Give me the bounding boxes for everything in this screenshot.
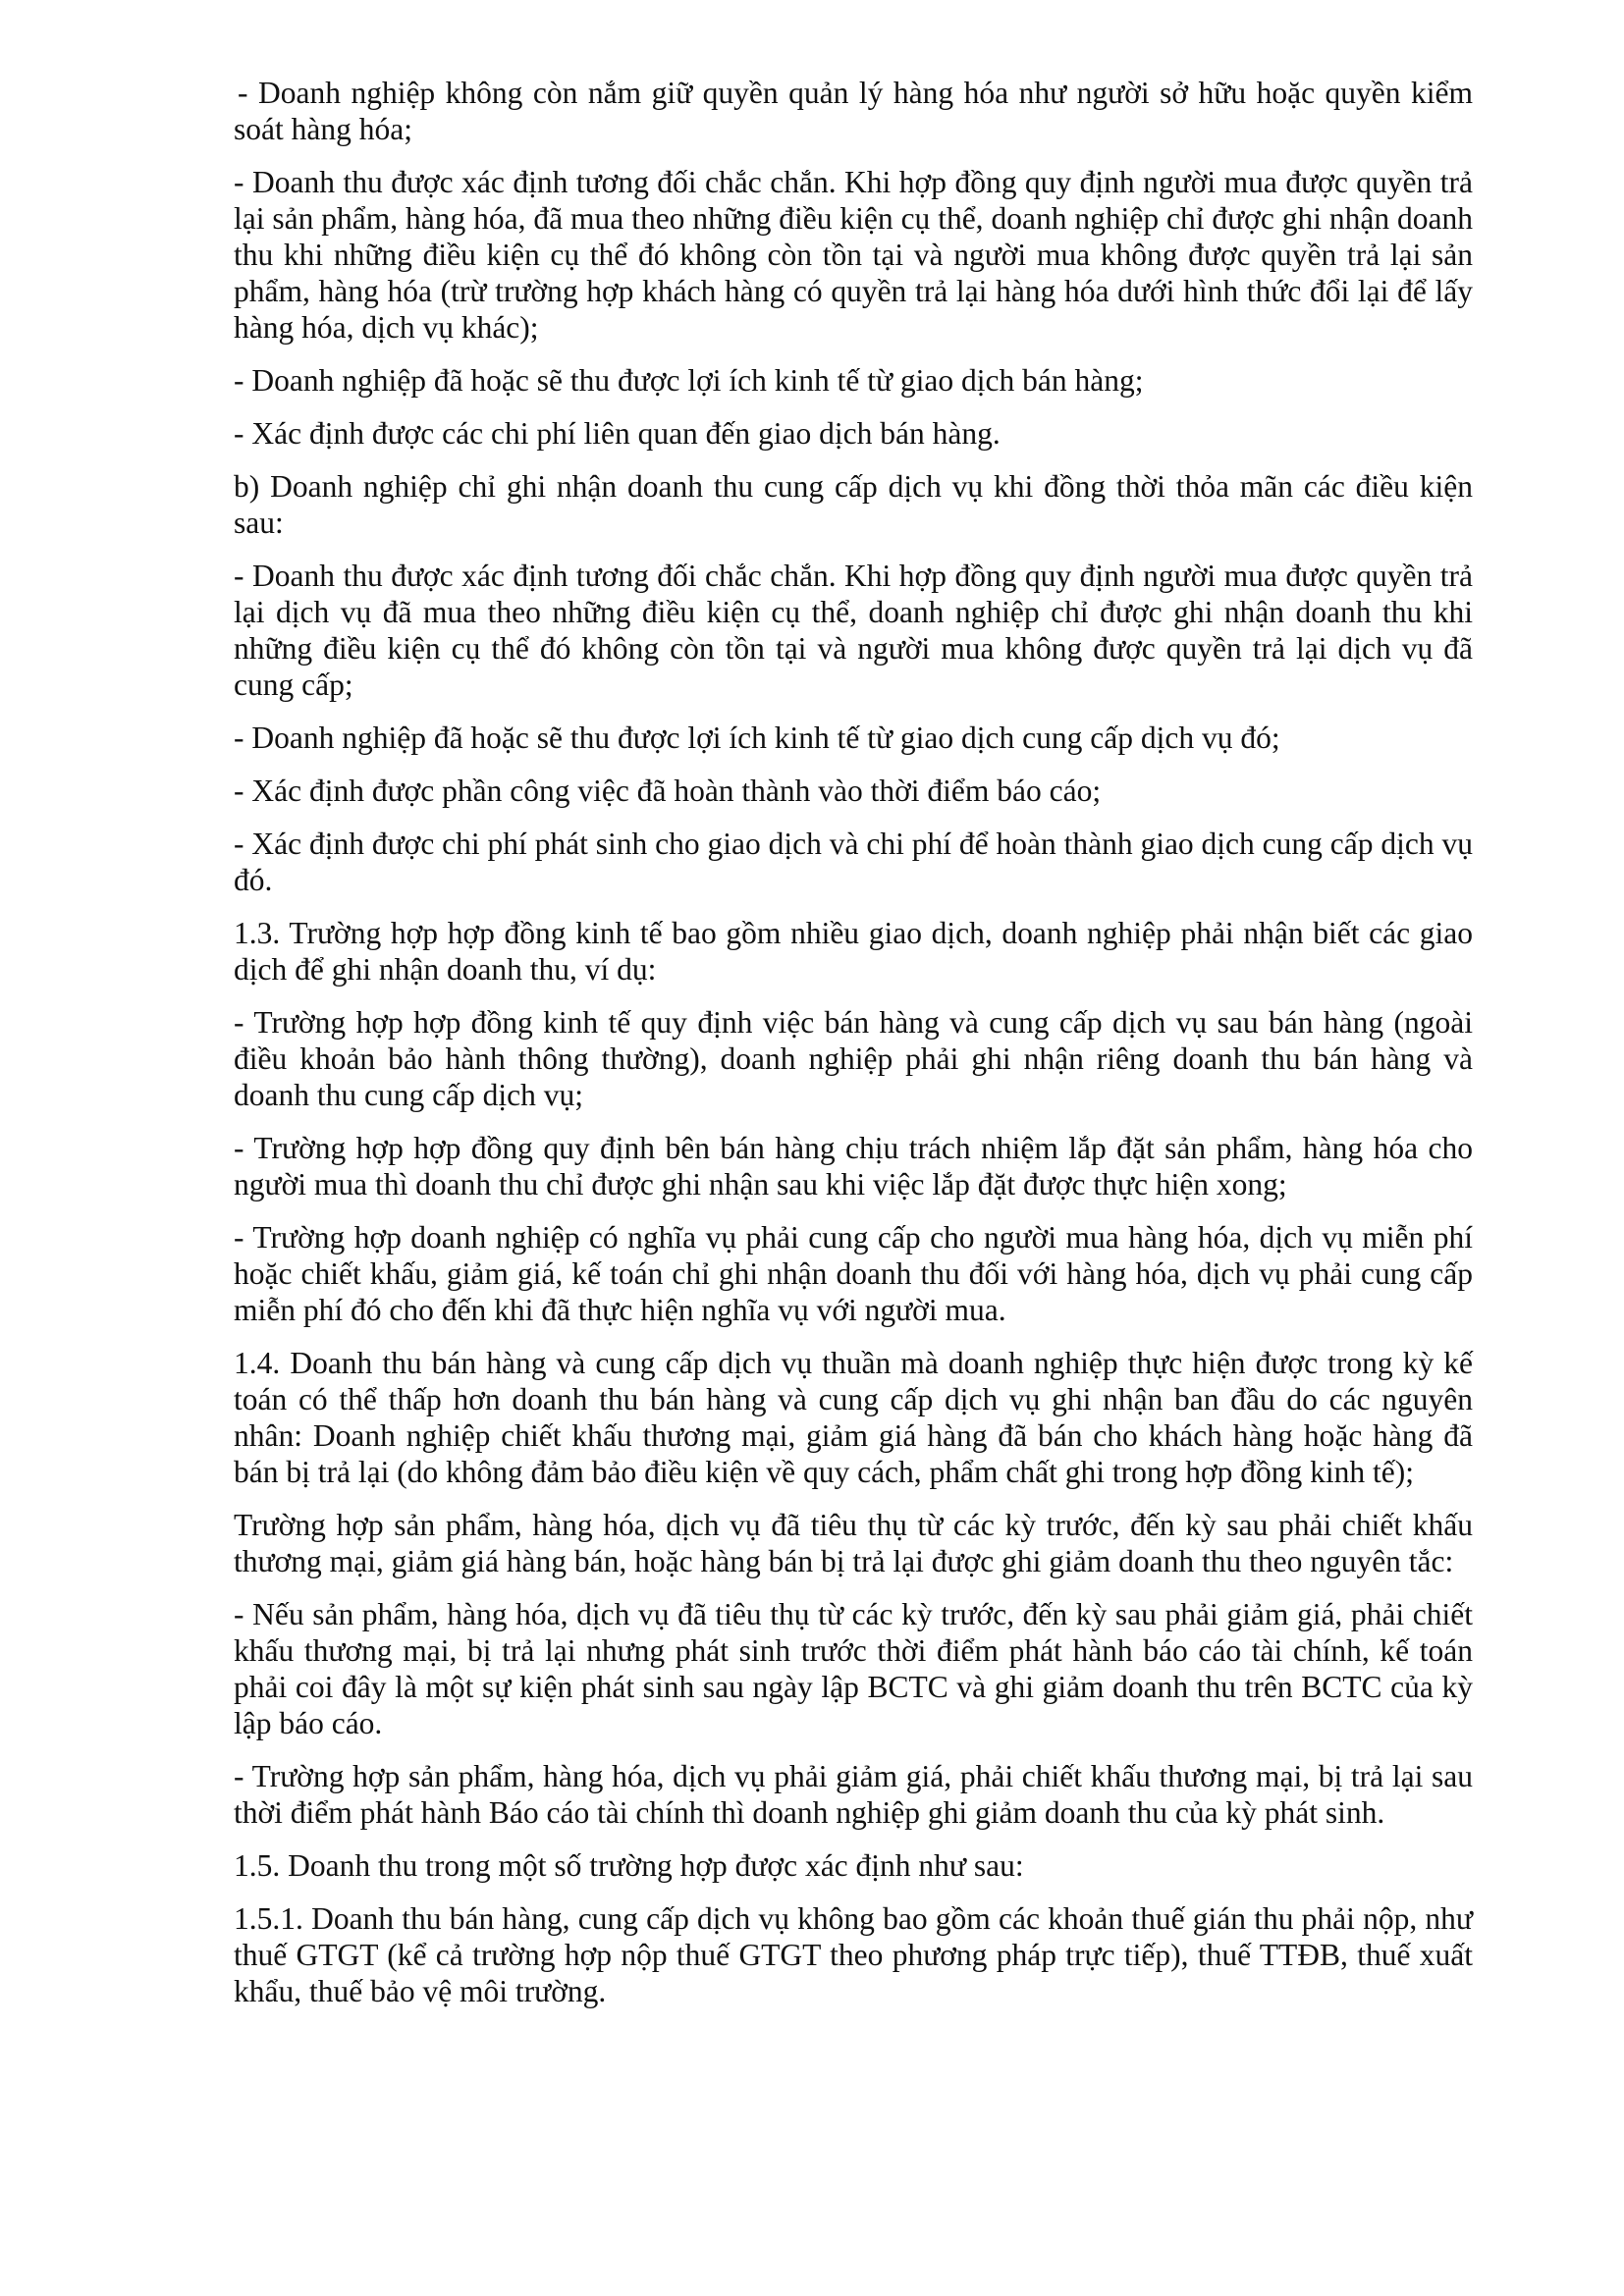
paragraph-service-revenue-conditions: b) Doanh nghiệp chỉ ghi nhận doanh thu cung cấp dịch vụ khi đồng thời thỏa mãn các điều kiện sau: [234,469,1473,540]
paragraph-sales-costs: - Xác định được các chi phí liên quan đến giao dịch bán hàng. [234,416,1001,451]
paragraph-before-report-issue: - Nếu sản phẩm, hàng hóa, dịch vụ đã tiêu thụ từ các kỳ trước, đến kỳ sau phải giảm giá, phải chiết khấu thương mại, bị trả lại nhưng phát sinh trước thời điểm phát hành báo cáo tài chính, kế toán phải coi đây là một sự kiện phát sinh sau ngày lập BCTC và ghi giảm doanh thu trên BCTC của kỳ lập báo cáo. [234,1597,1473,1740]
paragraph-prior-period-sales: Trường hợp sản phẩm, hàng hóa, dịch vụ đã tiêu thụ từ các kỳ trước, đến kỳ sau phải chiết khấu thương mại, giảm giá hàng bán, hoặc hàng bán bị trả lại được ghi giảm doanh thu theo nguyên tắc: [234,1508,1473,1578]
paragraph-section-1-5: 1.5. Doanh thu trong một số trường hợp được xác định như sau: [234,1848,1024,1883]
paragraph-section-1-5-1: 1.5.1. Doanh thu bán hàng, cung cấp dịch vụ không bao gồm các khoản thuế gián thu phải nộp, như thuế GTGT (kể cả trường hợp nộp thuế GTGT theo phương pháp trực tiếp), thuế TTĐB, thuế xuất khẩu, thuế bảo vệ môi trường. [234,1901,1473,2008]
paragraph-after-report-issue: - Trường hợp sản phẩm, hàng hóa, dịch vụ phải giảm giá, phải chiết khấu thương mại, bị trả lại sau thời điểm phát hành Báo cáo tài chính thì doanh nghiệp ghi giảm doanh thu của kỳ phát sinh. [234,1759,1473,1830]
paragraph-section-1-3: 1.3. Trường hợp hợp đồng kinh tế bao gồm nhiều giao dịch, doanh nghiệp phải nhận biết các giao dịch để ghi nhận doanh thu, ví dụ: [234,916,1473,987]
document-page [234,75,1473,2026]
paragraph-free-goods: - Trường hợp doanh nghiệp có nghĩa vụ phải cung cấp cho người mua hàng hóa, dịch vụ miễn phí hoặc chiết khấu, giảm giá, kế toán chỉ ghi nhận doanh thu đối với hàng hóa, dịch vụ phải cung cấp miễn phí đó cho đến khi đã thực hiện nghĩa vụ với người mua. [234,1220,1473,1327]
paragraph-revenue-certainty-service: - Doanh thu được xác định tương đối chắc chắn. Khi hợp đồng quy định người mua được quyền trả lại dịch vụ đã mua theo những điều kiện cụ thể, doanh nghiệp chỉ được ghi nhận doanh thu khi những điều kiện cụ thể đó không còn tồn tại và người mua không được quyền trả lại dịch vụ đã cung cấp; [234,559,1473,702]
paragraph-revenue-certainty-goods: - Doanh thu được xác định tương đối chắc chắn. Khi hợp đồng quy định người mua được quyền trả lại sản phẩm, hàng hóa, đã mua theo những điều kiện cụ thể, doanh nghiệp chỉ được ghi nhận doanh thu khi những điều kiện cụ thể đó không còn tồn tại và người mua không được quyền trả lại sản phẩm, hàng hóa (trừ trường hợp khách hàng có quyền trả lại hàng hóa dưới hình thức đổi lại để lấy hàng hóa, dịch vụ khác); [234,165,1473,345]
paragraph-economic-benefit-service: - Doanh nghiệp đã hoặc sẽ thu được lợi ích kinh tế từ giao dịch cung cấp dịch vụ đó; [234,721,1280,755]
paragraph-section-1-4: 1.4. Doanh thu bán hàng và cung cấp dịch vụ thuần mà doanh nghiệp thực hiện được trong kỳ kế toán có thể thấp hơn doanh thu bán hàng và cung cấp dịch vụ ghi nhận ban đầu do các nguyên nhân: Doanh nghiệp chiết khấu thương mại, giảm giá hàng đã bán cho khách hàng hoặc hàng đã bán bị trả lại (do không đảm bảo điều kiện về quy cách, phẩm chất ghi trong hợp đồng kinh tế); [234,1346,1473,1489]
paragraph-control-loss: - Doanh nghiệp không còn nắm giữ quyền quản lý hàng hóa như người sở hữu hoặc quyền kiểm soát hàng hóa; [234,76,1473,146]
paragraph-economic-benefit-sales: - Doanh nghiệp đã hoặc sẽ thu được lợi ích kinh tế từ giao dịch bán hàng; [234,363,1144,398]
paragraph-service-costs: - Xác định được chi phí phát sinh cho giao dịch và chi phí để hoàn thành giao dịch cung cấp dịch vụ đó. [234,827,1473,897]
paragraph-work-completed: - Xác định được phần công việc đã hoàn thành vào thời điểm báo cáo; [234,774,1102,808]
paragraph-installation: - Trường hợp hợp đồng quy định bên bán hàng chịu trách nhiệm lắp đặt sản phẩm, hàng hóa cho người mua thì doanh thu chỉ được ghi nhận sau khi việc lắp đặt được thực hiện xong; [234,1131,1473,1201]
paragraph-after-sales-service: - Trường hợp hợp đồng kinh tế quy định việc bán hàng và cung cấp dịch vụ sau bán hàng (ngoài điều khoản bảo hành thông thường), doanh nghiệp phải ghi nhận riêng doanh thu bán hàng và doanh thu cung cấp dịch vụ; [234,1005,1473,1112]
